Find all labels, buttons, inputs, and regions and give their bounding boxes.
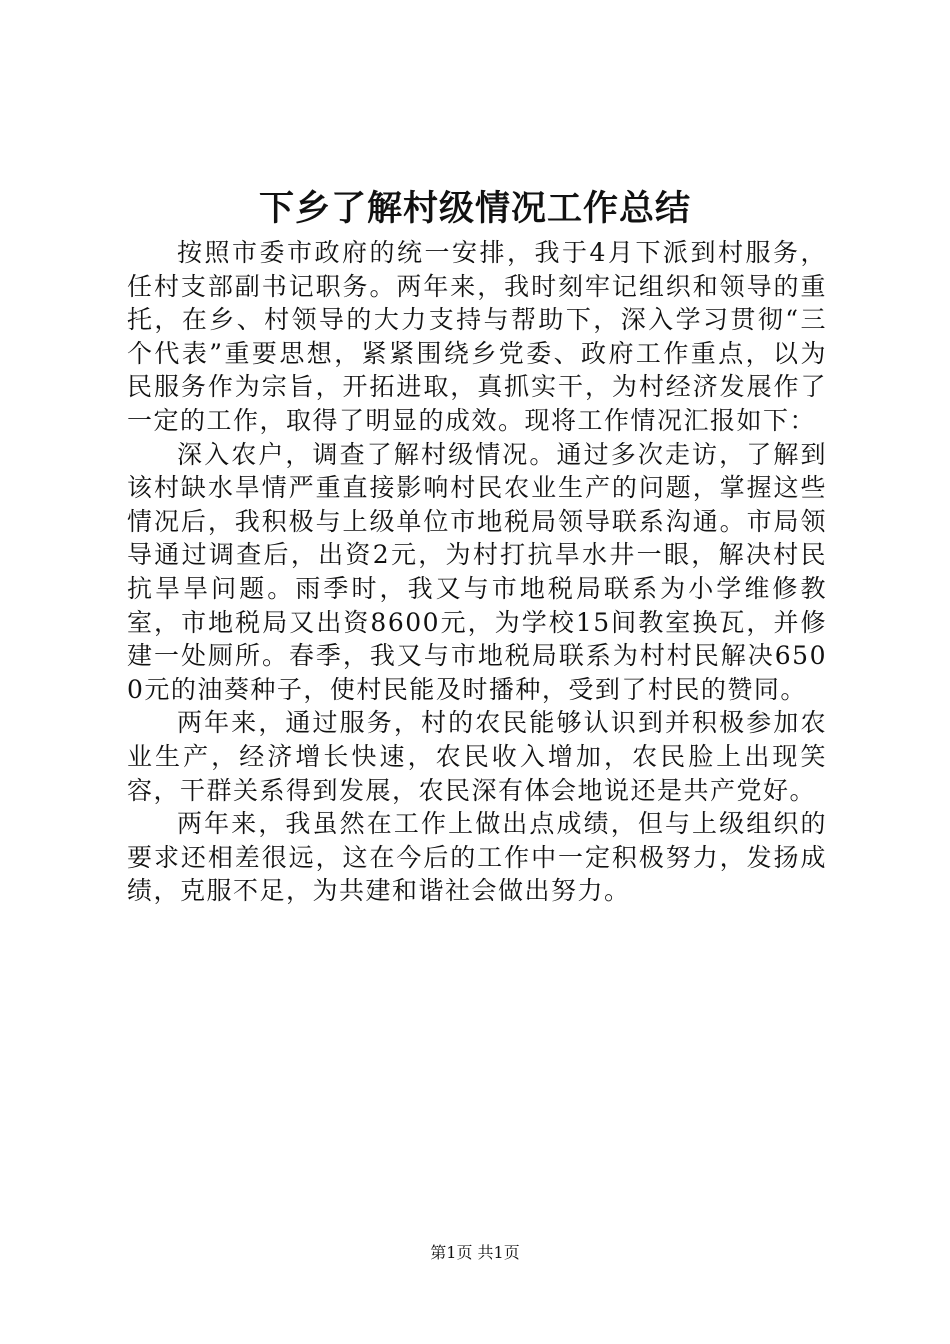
document-title: 下乡了解村级情况工作总结 [258, 189, 691, 229]
document-body [127, 236, 827, 908]
paragraph-intro: 按照市委市政府的统一安排，我于4月下派到村服务，任村支部副书记职务。两年来，我时刻牢记组织和领导的重托，在乡、村领导的大力支持与帮助下，深入学习贯彻“三个代表”重要思想，紧紧围绕乡党委、政府工作重点，以为民服务作为宗旨，开拓进取，真抓实干，为村经济发展作了一定的工作，取得了明显的成效。现将工作情况汇报如下： [127, 238, 827, 435]
page-footer: 第1页 共1页 [430, 1243, 520, 1262]
paragraph-conclusion: 两年来，我虽然在工作上做出点成绩，但与上级组织的要求还相差很远，这在今后的工作中一定积极努力，发扬成绩，克服不足，为共建和谐社会做出努力。 [127, 809, 827, 906]
paragraph-investigation: 深入农户，调查了解村级情况。通过多次走访，了解到该村缺水旱情严重直接影响村民农业生产的问题，掌握这些情况后，我积极与上级单位市地税局领导联系沟通。市局领导通过调查后，出资2元，为村打抗旱水井一眼，解决村民抗旱旱问题。雨季时，我又与市地税局联系为小学维修教室，市地税局又出资8600元，为学校15间教室换瓦，并修建一处厕所。春季，我又与市地税局联系为村村民解决6500元的油葵种子，使村民能及时播种，受到了村民的赞同。 [127, 439, 827, 704]
paragraph-results: 两年来，通过服务，村的农民能够认识到并积极参加农业生产，经济增长快速，农民收入增加，农民脸上出现笑容，干群关系得到发展，农民深有体会地说还是共产党好。 [127, 708, 827, 805]
